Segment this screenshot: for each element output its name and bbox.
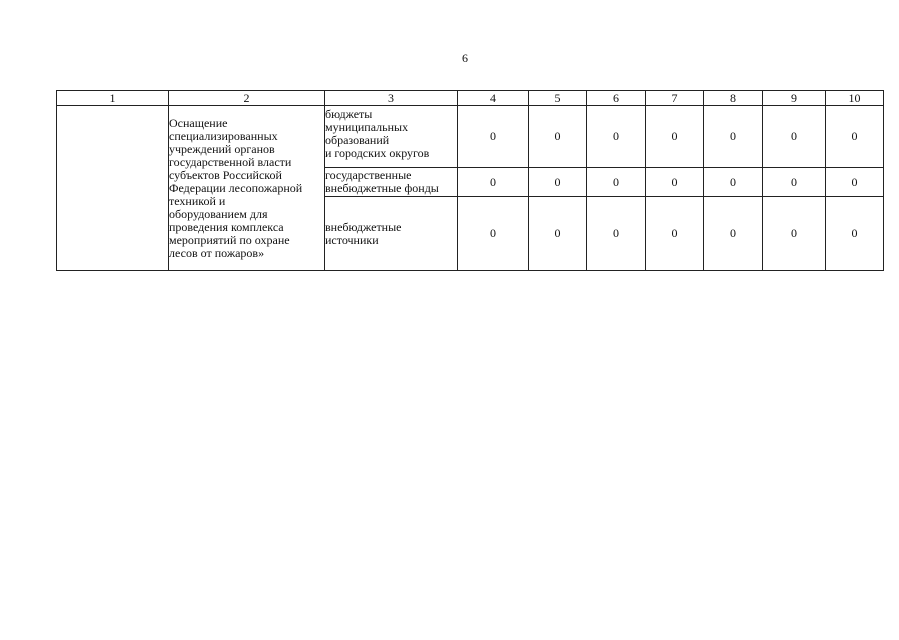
value-cell: 0	[826, 168, 884, 197]
value-cell: 0	[529, 197, 587, 271]
funding-source: государственные внебюджетные фонды	[325, 168, 458, 197]
value-cell: 0	[646, 197, 704, 271]
header-cell: 4	[458, 91, 529, 106]
value-cell: 0	[646, 106, 704, 168]
row-number-cell	[57, 106, 169, 271]
value-cell: 0	[587, 197, 646, 271]
header-cell: 8	[704, 91, 763, 106]
value-cell: 0	[458, 197, 529, 271]
header-cell: 3	[325, 91, 458, 106]
value-cell: 0	[458, 106, 529, 168]
value-cell: 0	[704, 168, 763, 197]
header-cell: 9	[763, 91, 826, 106]
value-cell: 0	[458, 168, 529, 197]
value-cell: 0	[704, 106, 763, 168]
value-cell: 0	[763, 168, 826, 197]
funding-source: бюджеты муниципальных образований и городских округов	[325, 106, 458, 168]
header-cell: 5	[529, 91, 587, 106]
header-cell: 6	[587, 91, 646, 106]
header-cell: 7	[646, 91, 704, 106]
value-cell: 0	[826, 106, 884, 168]
value-cell: 0	[763, 106, 826, 168]
page-number: 6	[462, 51, 468, 65]
header-cell: 2	[169, 91, 325, 106]
funding-table	[56, 90, 884, 271]
value-cell: 0	[704, 197, 763, 271]
value-cell: 0	[826, 197, 884, 271]
measure-description: Оснащение специализированных учреждений органов государственной власти субъектов Российской Федерации лесопожарной техникой и оборудованием для проведения комплекса мероприятий по охране лесов от пожаров»	[169, 106, 325, 271]
value-cell: 0	[529, 168, 587, 197]
table-row	[57, 106, 884, 168]
value-cell: 0	[587, 106, 646, 168]
value-cell: 0	[529, 106, 587, 168]
value-cell: 0	[646, 168, 704, 197]
funding-source: внебюджетные источники	[325, 197, 458, 271]
header-cell: 10	[826, 91, 884, 106]
value-cell: 0	[587, 168, 646, 197]
header-cell: 1	[57, 91, 169, 106]
table-header-row	[57, 91, 884, 106]
value-cell: 0	[763, 197, 826, 271]
